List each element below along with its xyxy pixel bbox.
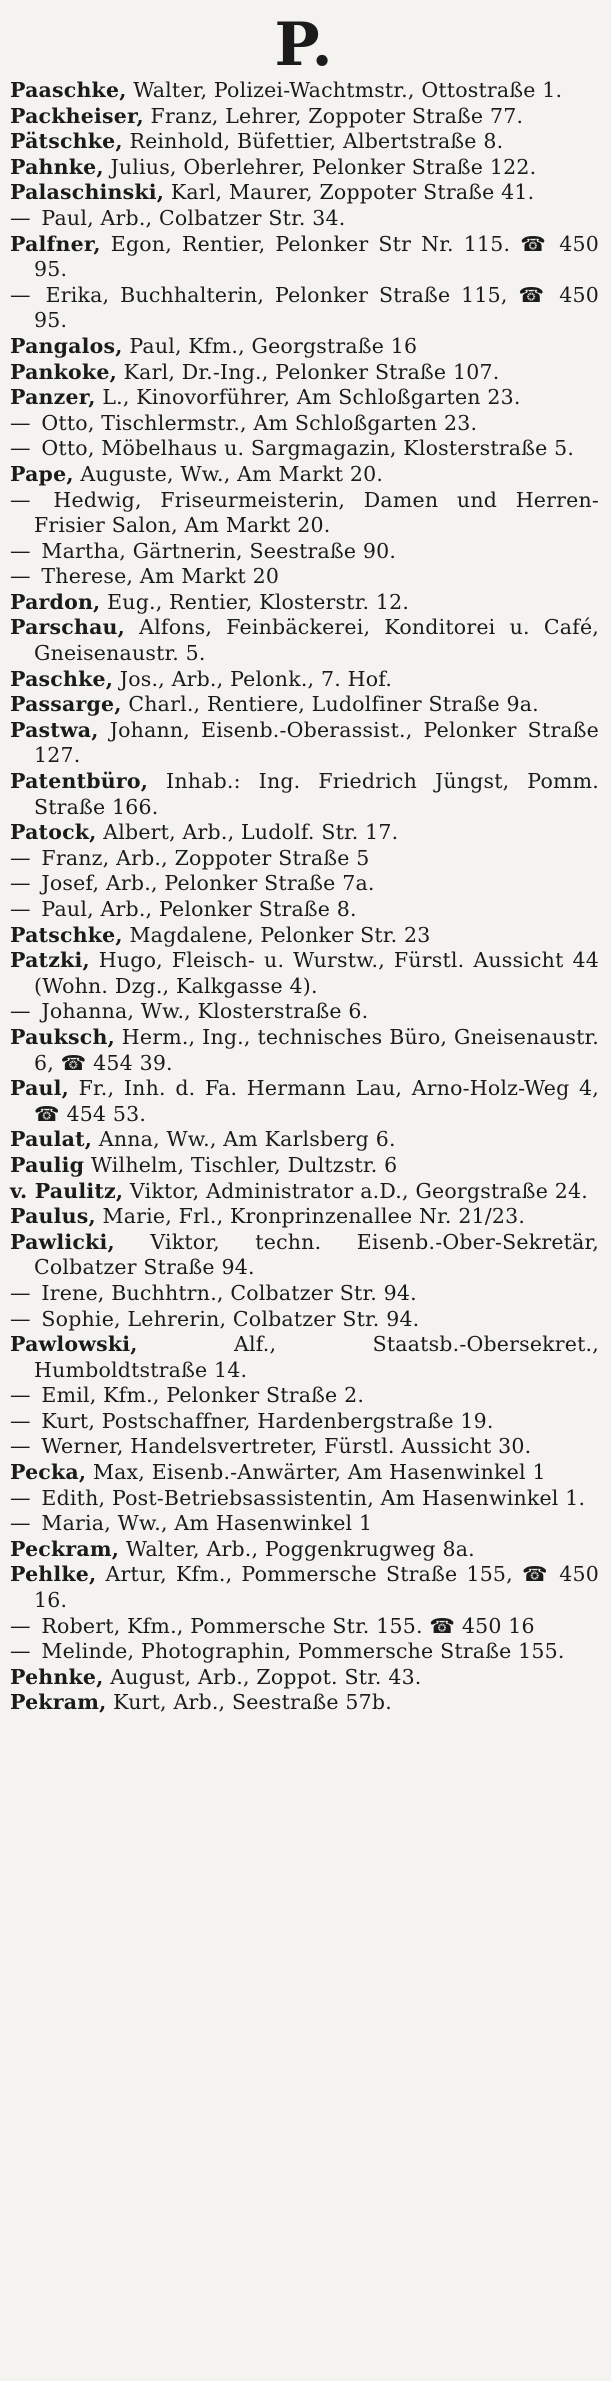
repeat-surname-dash: — <box>10 1280 31 1305</box>
entry-details: Franz, Arb., Zoppoter Straße 5 <box>41 845 370 870</box>
entry-surname: Pehnke, <box>10 1664 104 1689</box>
entry-details: Marie, Frl., Kronprinzenallee Nr. 21/23. <box>102 1204 526 1229</box>
repeat-surname-dash: — <box>10 1306 31 1331</box>
directory-entry <box>10 104 599 130</box>
directory-entry <box>10 923 599 949</box>
directory-entry <box>10 1076 599 1127</box>
entry-details: Charl., Rentiere, Ludolfiner Straße 9a. <box>128 692 539 717</box>
directory-entry <box>10 692 599 718</box>
directory-entry <box>10 615 599 666</box>
entry-surname: Pehlke, <box>10 1562 97 1587</box>
entry-details: August, Arb., Zoppot. Str. 43. <box>110 1664 422 1689</box>
directory-entry <box>10 948 599 999</box>
entry-details: Irene, Buchhtrn., Colbatzer Str. 94. <box>41 1280 417 1305</box>
entry-details: Karl, Dr.-Ing., Pelonker Straße 107. <box>123 359 500 384</box>
directory-entry <box>10 129 599 155</box>
entry-details: Hedwig, Friseurmeisterin, Damen und Herren-Frisier Salon, Am Markt 20. <box>34 487 600 538</box>
directory-entry <box>10 1204 599 1230</box>
entry-surname: Paulig <box>10 1152 85 1177</box>
entry-surname: Pangalos, <box>10 333 123 358</box>
entry-surname: Palaschinski, <box>10 180 165 205</box>
repeat-surname-dash: — <box>10 1485 31 1510</box>
entry-surname: Patschke, <box>10 922 123 947</box>
directory-entry <box>10 999 599 1025</box>
entry-details: Auguste, Ww., Am Markt 20. <box>80 461 384 486</box>
entry-surname: Pardon, <box>10 589 101 614</box>
entry-details: Fr., Inh. d. Fa. Hermann Lau, Arno-Holz-Weg 4, ☎ 454 53. <box>34 1076 599 1126</box>
directory-entry <box>10 1690 599 1716</box>
entry-details: Viktor, techn. Eisenb.-Ober-Sekretär, Colbatzer Straße 94. <box>34 1229 599 1280</box>
entry-details: Emil, Kfm., Pelonker Straße 2. <box>41 1383 365 1408</box>
directory-entry <box>10 1383 599 1409</box>
directory-entry <box>10 539 599 565</box>
directory-entry <box>10 411 599 437</box>
entry-details: Anna, Ww., Am Karlsberg 6. <box>98 1127 396 1152</box>
repeat-surname-dash: — <box>10 1434 31 1459</box>
entry-details: Albert, Arb., Ludolf. Str. 17. <box>103 820 399 845</box>
directory-entry <box>10 385 599 411</box>
entry-surname: Pecka, <box>10 1460 87 1485</box>
entry-details: Max, Eisenb.-Anwärter, Am Hasenwinkel 1 <box>92 1460 546 1485</box>
repeat-surname-dash: — <box>10 845 31 870</box>
entry-details: Josef, Arb., Pelonker Straße 7a. <box>41 871 375 896</box>
directory-entry <box>10 1537 599 1563</box>
entry-details: Eug., Rentier, Klosterstr. 12. <box>107 589 410 614</box>
repeat-surname-dash: — <box>10 487 31 512</box>
entry-details: Otto, Möbelhaus u. Sargmagazin, Klosterstraße 5. <box>41 436 575 461</box>
entry-surname: Pawlowski, <box>10 1332 138 1357</box>
repeat-surname-dash: — <box>10 999 31 1024</box>
directory-entry <box>10 1639 599 1665</box>
entry-surname: Parschau, <box>10 615 126 640</box>
entry-details: Maria, Ww., Am Hasenwinkel 1 <box>41 1511 373 1536</box>
directory-entry <box>10 1281 599 1307</box>
directory-entry <box>10 564 599 590</box>
directory-entry <box>10 206 599 232</box>
directory-entry <box>10 180 599 206</box>
entry-surname: Panzer, <box>10 385 96 410</box>
entry-surname: Packheiser, <box>10 103 144 128</box>
entry-surname: Paaschke, <box>10 78 127 102</box>
directory-entry <box>10 1332 599 1383</box>
directory-entry <box>10 78 599 104</box>
entry-details: Inhab.: Ing. Friedrich Jüngst, Pomm. Straße 166. <box>34 769 600 819</box>
entry-details: Magdalene, Pelonker Str. 23 <box>129 922 431 947</box>
repeat-surname-dash: — <box>10 410 31 435</box>
entry-details: Franz, Lehrer, Zoppoter Straße 77. <box>150 103 524 128</box>
entry-details: Walter, Arb., Poggenkrugweg 8a. <box>125 1536 475 1561</box>
directory-entry <box>10 1665 599 1691</box>
repeat-surname-dash: — <box>10 871 31 896</box>
directory-entry <box>10 590 599 616</box>
directory-entry <box>10 1179 599 1205</box>
repeat-surname-dash: — <box>10 282 31 307</box>
repeat-surname-dash: — <box>10 205 31 230</box>
directory-entry <box>10 1511 599 1537</box>
entry-details: Robert, Kfm., Pommersche Str. 155. ☎ 450 16 <box>41 1613 535 1638</box>
entry-surname: Paul, <box>10 1076 69 1101</box>
entry-surname: Pauksch, <box>10 1024 115 1049</box>
entry-surname: Passarge, <box>10 692 122 717</box>
directory-entry <box>10 462 599 488</box>
directory-entry <box>10 846 599 872</box>
entry-details: Edith, Post-Betriebsassistentin, Am Hasenwinkel 1. <box>41 1485 586 1510</box>
directory-entry <box>10 283 599 334</box>
entry-details: Alf., Staatsb.-Obersekret., Humboldtstraße 14. <box>34 1332 599 1382</box>
entry-details: Hugo, Fleisch- u. Wurstw., Fürstl. Aussicht 44 (Wohn. Dzg., Kalkgasse 4). <box>34 948 599 998</box>
repeat-surname-dash: — <box>10 1408 31 1433</box>
directory-entry <box>10 1486 599 1512</box>
entry-surname: Paschke, <box>10 666 114 691</box>
repeat-surname-dash: — <box>10 1511 31 1536</box>
directory-entry <box>10 436 599 462</box>
directory-entry <box>10 1562 599 1613</box>
entry-details: Kurt, Postschaffner, Hardenbergstraße 19. <box>41 1408 494 1433</box>
entry-details: Jos., Arb., Pelonk., 7. Hof. <box>119 666 393 691</box>
entry-details: Herm., Ing., technisches Büro, Gneisenaustr. 6, ☎ 454 39. <box>34 1024 599 1075</box>
directory-entry <box>10 820 599 846</box>
entry-details: Paul, Arb., Pelonker Straße 8. <box>41 897 357 921</box>
entry-details: Martha, Gärtnerin, Seestraße 90. <box>41 538 397 563</box>
directory-entry <box>10 1614 599 1640</box>
entry-details: Wilhelm, Tischler, Dultzstr. 6 <box>90 1152 398 1177</box>
entry-details: L., Kinovorführer, Am Schloßgarten 23. <box>102 385 521 410</box>
entry-details: Paul, Arb., Colbatzer Str. 34. <box>41 205 346 230</box>
entry-details: Egon, Rentier, Pelonker Str Nr. 115. ☎ 450 95. <box>34 231 599 282</box>
directory-entry <box>10 1460 599 1486</box>
entry-details: Sophie, Lehrerin, Colbatzer Str. 94. <box>41 1306 420 1331</box>
entry-details: Erika, Buchhalterin, Pelonker Straße 115, ☎ 450 95. <box>34 282 599 333</box>
entry-surname: v. Paulitz, <box>10 1178 124 1203</box>
directory-entry <box>10 488 599 539</box>
directory-entry <box>10 360 599 386</box>
entry-surname: Pätschke, <box>10 129 123 154</box>
repeat-surname-dash: — <box>10 564 31 589</box>
directory-entry <box>10 155 599 181</box>
repeat-surname-dash: — <box>10 897 31 921</box>
entry-surname: Patentbüro, <box>10 769 149 794</box>
directory-entry-list <box>10 78 599 1716</box>
entry-surname: Pekram, <box>10 1690 107 1715</box>
entry-details: Alfons, Feinbäckerei, Konditorei u. Café, Gneisenaustr. 5. <box>34 615 600 666</box>
entry-details: Reinhold, Büfettier, Albertstraße 8. <box>129 129 504 154</box>
entry-surname: Paulus, <box>10 1204 96 1229</box>
entry-surname: Pankoke, <box>10 359 117 384</box>
entry-details: Otto, Tischlermstr., Am Schloßgarten 23. <box>41 410 478 435</box>
repeat-surname-dash: — <box>10 436 31 461</box>
directory-entry <box>10 871 599 897</box>
entry-details: Werner, Handelsvertreter, Fürstl. Aussicht 30. <box>41 1434 532 1459</box>
entry-details: Johann, Eisenb.-Oberassist., Pelonker Straße 127. <box>34 717 599 768</box>
repeat-surname-dash: — <box>10 1613 31 1638</box>
repeat-surname-dash: — <box>10 1639 31 1664</box>
entry-surname: Pastwa, <box>10 717 99 742</box>
directory-entry <box>10 718 599 769</box>
entry-surname: Patock, <box>10 820 97 845</box>
entry-details: Therese, Am Markt 20 <box>41 564 280 589</box>
entry-surname: Pape, <box>10 461 74 486</box>
directory-entry <box>10 769 599 820</box>
entry-surname: Pawlicki, <box>10 1229 115 1254</box>
directory-entry <box>10 667 599 693</box>
entry-details: Julius, Oberlehrer, Pelonker Straße 122. <box>110 154 537 179</box>
section-letter-heading: P. <box>274 10 335 80</box>
directory-entry <box>10 1409 599 1435</box>
directory-entry <box>10 232 599 283</box>
directory-entry <box>10 334 599 360</box>
entry-details: Karl, Maurer, Zoppoter Straße 41. <box>170 180 535 205</box>
directory-entry <box>10 1307 599 1333</box>
repeat-surname-dash: — <box>10 1383 31 1408</box>
entry-details: Melinde, Photographin, Pommersche Straße 155. <box>41 1639 565 1664</box>
entry-surname: Paulat, <box>10 1127 93 1152</box>
directory-entry <box>10 1025 599 1076</box>
entry-surname: Peckram, <box>10 1536 120 1561</box>
entry-details: Viktor, Administrator a.D., Georgstraße 24. <box>129 1178 588 1203</box>
entry-details: Kurt, Arb., Seestraße 57b. <box>113 1690 392 1715</box>
directory-entry <box>10 1153 599 1179</box>
entry-details: Artur, Kfm., Pommersche Straße 155, ☎ 450 16. <box>34 1562 599 1613</box>
entry-details: Walter, Polizei-Wachtmstr., Ottostraße 1. <box>133 78 563 102</box>
directory-entry <box>10 1434 599 1460</box>
entry-details: Johanna, Ww., Klosterstraße 6. <box>41 999 369 1024</box>
entry-surname: Pahnke, <box>10 154 104 179</box>
directory-entry <box>10 1127 599 1153</box>
directory-entry <box>10 1230 599 1281</box>
entry-details: Paul, Kfm., Georgstraße 16 <box>129 333 418 358</box>
entry-surname: Palfner, <box>10 231 101 256</box>
directory-entry <box>10 897 599 923</box>
repeat-surname-dash: — <box>10 538 31 563</box>
entry-surname: Patzki, <box>10 948 90 973</box>
